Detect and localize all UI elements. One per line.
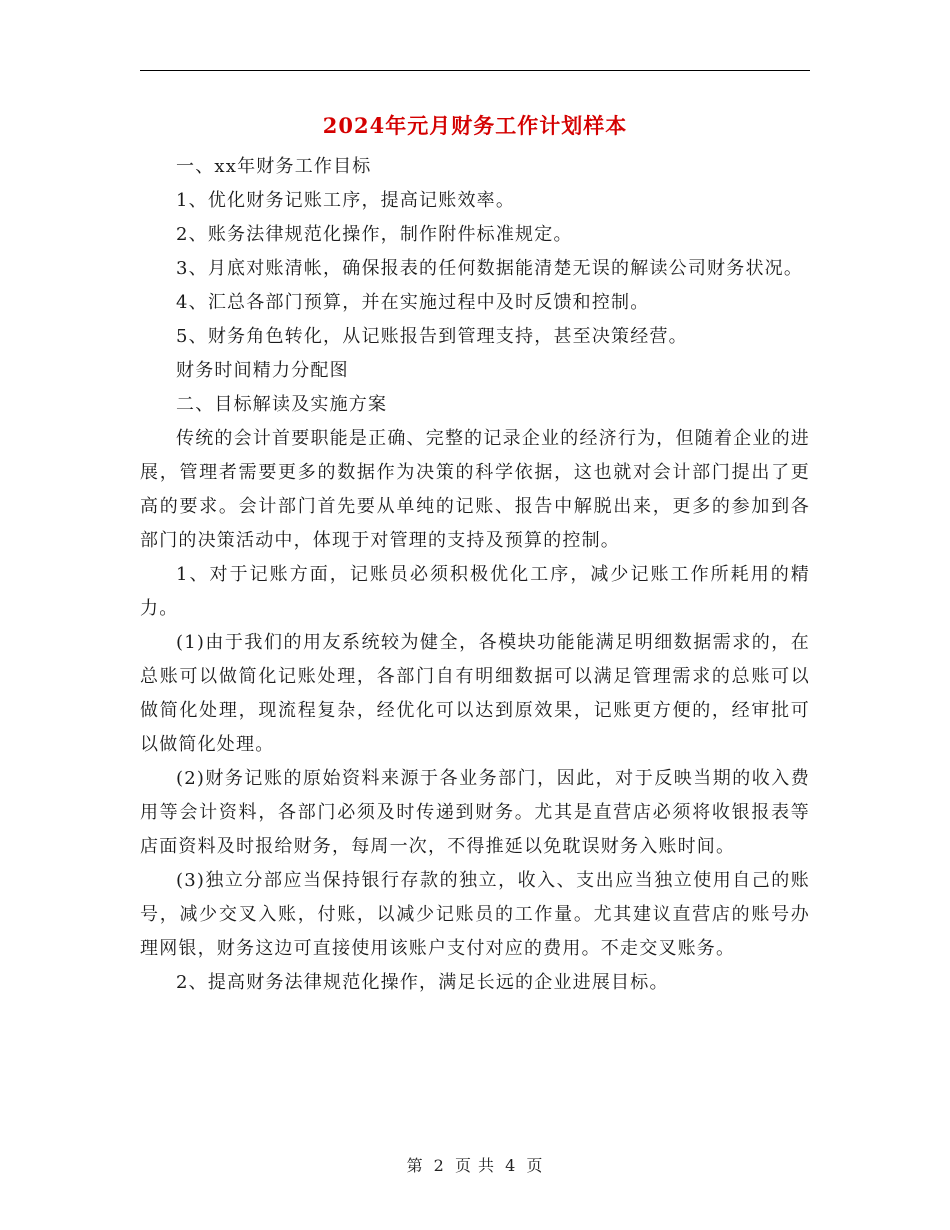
section-heading-plan: 二、目标解读及实施方案: [176, 394, 388, 415]
goal-item-3: 3、月底对账清帐，确保报表的任何数据能清楚无误的解读公司财务状况。: [176, 258, 804, 279]
goal-item-5: 5、财务角色转化，从记账报告到管理支持，甚至决策经营。: [176, 326, 688, 347]
plan-subitem-2: (2)财务记账的原始资料来源于各业务部门，因此，对于反映当期的收入费用等会计资料，各部门必须及时传递到财务。尤其是直营店必须将收银报表等店面资料及时报给财务，每周一次，不得推延以免耽误财务入账时间。: [140, 768, 810, 857]
footer-suffix: 页: [526, 1156, 544, 1175]
document-body: [140, 150, 810, 1000]
footer-total-pages: 4: [505, 1156, 517, 1175]
section-heading-goals: 一、xx年财务工作目标: [176, 156, 372, 177]
header-rule: [140, 70, 810, 71]
footer-current-page: 2: [433, 1156, 445, 1175]
goal-item-1: 1、优化财务记账工序，提高记账效率。: [176, 190, 516, 211]
footer-middle: 页 共: [454, 1156, 496, 1175]
footer-prefix: 第: [406, 1156, 424, 1175]
goal-item-2: 2、账务法律规范化操作，制作附件标准规定。: [176, 224, 573, 245]
plan-item-1: 1、对于记账方面，记账员必须积极优化工序，减少记账工作所耗用的精力。: [140, 564, 810, 619]
plan-item-2: 2、提高财务法律规范化操作，满足长远的企业进展目标。: [176, 972, 669, 993]
page-footer: [0, 1153, 950, 1176]
plan-subitem-1: (1)由于我们的用友系统较为健全，各模块功能能满足明细数据需求的，在总账可以做简化记账处理，各部门自有明细数据可以满足管理需求的总账可以做简化处理，现流程复杂，经优化可以达到原效果，记账更方便的，经审批可以做简化处理。: [140, 632, 810, 755]
document-title: 2024年元月财务工作计划样本: [322, 113, 628, 138]
figure-caption: 财务时间精力分配图: [176, 360, 349, 381]
body-paragraph: 传统的会计首要职能是正确、完整的记录企业的经济行为，但随着企业的进展，管理者需要更多的数据作为决策的科学依据，这也就对会计部门提出了更高的要求。会计部门首先要从单纯的记账、报告中解脱出来，更多的参加到各部门的决策活动中，体现于对管理的支持及预算的控制。: [140, 428, 810, 551]
plan-subitem-3: (3)独立分部应当保持银行存款的独立，收入、支出应当独立使用自己的账号，减少交叉入账，付账，以减少记账员的工作量。尤其建议直营店的账号办理网银，财务这边可直接使用该账户支付对应的费用。不走交叉账务。: [140, 870, 810, 959]
goal-item-4: 4、汇总各部门预算，并在实施过程中及时反馈和控制。: [176, 292, 650, 313]
